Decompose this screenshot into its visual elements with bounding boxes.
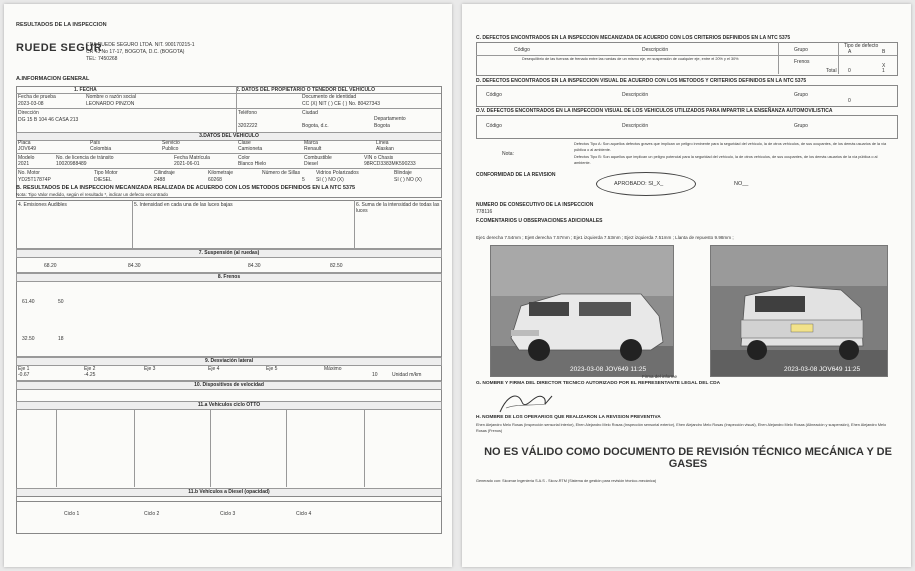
frenos-eficacia: 61.40 xyxy=(22,299,35,305)
susp-val-1: 68.20 xyxy=(44,263,57,269)
c-total-label: Total xyxy=(826,68,837,74)
mechanized-results-table xyxy=(16,200,442,502)
desviacion-header: 9. Desviación lateral xyxy=(16,357,442,366)
front-photo-illustration xyxy=(491,246,673,376)
unidad-label: Unidad m/km xyxy=(392,372,422,378)
gases-diesel-header: 11.b Vehículos a Diesel (opacidad) xyxy=(16,488,442,497)
eje3-label: Eje 3 xyxy=(144,366,156,372)
color-label: Color xyxy=(238,155,250,161)
photo2-timestamp: 2023-03-08 JOV649 11:25 xyxy=(784,366,861,373)
combustible-value: Diesel xyxy=(304,161,318,167)
cilindraje-value: 2488 xyxy=(154,177,166,183)
motor-value: YD25T17874P xyxy=(18,177,51,183)
ciclo1: Ciclo 1 xyxy=(64,511,80,517)
dv-grupo-header: Grupo xyxy=(794,123,808,129)
susp-val-4: 82.50 xyxy=(330,263,343,269)
clase-value: Camioneta xyxy=(238,146,263,152)
d-descripcion-header: Descripción xyxy=(622,92,649,98)
no-aprobado-label: NO__ xyxy=(734,181,749,187)
vin-value: 98RCD3383MK590233 xyxy=(364,161,416,167)
nombre-value: LEONARDO PINZON xyxy=(86,101,135,107)
emisiones-label: 4. Emisiones Audibles xyxy=(18,202,67,208)
fecha-prueba-value: 2023-03-08 xyxy=(18,101,44,107)
telefono-label: Teléfono xyxy=(238,110,257,116)
eje1-value: -0.67 xyxy=(18,372,30,378)
vidrios-label: Vidrios Polarizados xyxy=(316,170,359,176)
tipo-motor-label: Tipo Motor xyxy=(94,170,118,176)
telefono-value: 3202222 xyxy=(238,123,258,129)
max-label: Máximo xyxy=(324,366,342,372)
d-total-a: 0 xyxy=(848,98,851,104)
director-signature xyxy=(496,388,556,418)
c-total-b: 1 xyxy=(882,68,885,74)
c-codigo-header: Código xyxy=(514,47,530,53)
nota-label: Nota: xyxy=(502,151,514,157)
frenos-aux-min: 18 xyxy=(58,336,64,342)
operarios-list: Ehen Alejandro Melo Rosas (Inspección sensorial interior), Ehen Alejandro Melo Rosas (Inspección sensorial exterior), Ehen Alejandro Melo Rosas (Inspección visual), Ehen Alejandro Melo Rosas (Alineación y suspensión), Ehen Alejandro Melo Rosas (Frenos) xyxy=(476,423,887,433)
section-a-heading: A.INFORMACION GENERAL xyxy=(16,76,90,82)
section-d-heading: D. DEFECTOS ENCONTRADOS EN LA INSPECCION VISUAL DE ACUERDO CON LOS METODOS Y CRITERIOS DEFINIDOS EN LA NTC 5375 xyxy=(476,78,807,84)
not-valid-notice: NO ES VÁLIDO COMO DOCUMENTO DE REVISIÓN TÉCNICO MECÁNICA Y DE GASES xyxy=(484,446,892,470)
company-phone: TEL: 7450268 xyxy=(86,56,118,62)
fecha-header: 1. FECHA xyxy=(74,87,97,93)
linea-value: Alaskan xyxy=(376,146,394,152)
vehicle-photo-rear xyxy=(710,245,888,377)
tipo-motor-value: DIESEL xyxy=(94,177,112,183)
vehicle-data-header: 3.DATOS DEL VEHICULO xyxy=(16,132,442,141)
frenos-minimo: 50 xyxy=(58,299,64,305)
aprobado-label: APROBADO: SI_X_ xyxy=(614,181,664,187)
defects-d-table xyxy=(476,85,898,107)
susp-val-3: 84.30 xyxy=(248,263,261,269)
marca-value: Renault xyxy=(304,146,322,152)
documento-value: CC (X) NIT ( ) CE ( ) No. 80427343 xyxy=(302,101,380,107)
cilindraje-label: Cilindraje xyxy=(154,170,175,176)
c-b-header: B xyxy=(882,49,886,55)
consecutivo-label: NUMERO DE CONSECUTIVO DE LA INSPECCION xyxy=(476,202,594,208)
section-h-heading: H. NOMBRE DE LOS OPERARIOS QUE REALIZARON LA REVISION PREVENTIVA xyxy=(476,415,661,420)
c-defect-group: Frenos xyxy=(794,59,810,65)
c-descripcion-header: Descripción xyxy=(642,47,669,53)
blindaje-label: Blindaje xyxy=(394,170,412,176)
cda-logo: RUEDE SEGUR xyxy=(16,42,103,54)
pais-value: Colombia xyxy=(90,146,112,152)
direccion-value: DG 15 B 104 46 CASA 213 xyxy=(18,117,79,123)
combustible-label: Combustible xyxy=(304,155,332,161)
km-label: Kilometraje xyxy=(208,170,234,176)
d-codigo-header: Código xyxy=(486,92,502,98)
c-defect-desc: Desequilibrio de las fuerzas de frenado entre las ruedas de un mismo eje, en suspensión de cualquier eje, entre el 20% y el 30% xyxy=(522,57,739,61)
servicio-label: Servicio xyxy=(162,140,180,146)
section-b-heading: B. RESULTADOS DE LA INSPECCION MECANIZADA REALIZADA DE ACUERDO CON LOS METODOS DEFINIDOS EN LA NTC 5375 xyxy=(16,185,356,191)
section-f-heading: F.COMENTARIOS U OBSERVACIONES ADICIONALES xyxy=(476,218,603,224)
left-document-page xyxy=(4,4,452,567)
documento-label: Documento de identidad xyxy=(302,94,357,100)
vehicle-photo-front xyxy=(490,245,674,377)
footer-generator: Generado con: Sicomar Ingeniería S.A.S - Sicov-RTM (Sistema de gestión para revisión técnico-mecánica) xyxy=(476,479,657,483)
suma-luces-label: 6. Suma de la intensidad de todas las luces xyxy=(356,202,440,214)
sillas-label: Número de Sillas xyxy=(262,170,301,176)
max-value: 10 xyxy=(372,372,378,378)
company-address: CR 43 No 17-17, BOGOTA, D.C. (BOGOTA) xyxy=(86,49,185,55)
direccion-label: Dirección xyxy=(18,110,39,116)
eje2-value: -4.25 xyxy=(84,372,96,378)
nota-tipo-a: Defectos Tipo A: Son aquellos defectos graves que implican un peligro inminente para la seguridad del vehículo, la de otros vehículos, de sus ocupantes, de los demás usuarios de la vía pública o al ambiente. xyxy=(574,142,887,152)
tire-measurements: Eje1 derecha 7.54mm ; Eje8 derecha 7.57mm ; Eje1 izquierda 7.53mm ; Eje2 izquierda 7.51mm ; Llanta de repuesto 9.98mm ; xyxy=(476,235,734,240)
clase-label: Clase xyxy=(238,140,251,146)
section-e-heading: CONFORMIDAD DE LA REVISION xyxy=(476,172,556,178)
fmatricula-label: Fecha Matrícula xyxy=(174,155,210,161)
depto-label: Departamento xyxy=(374,116,406,122)
eje1-label: Eje 1 xyxy=(18,366,30,372)
d-grupo-header: Grupo xyxy=(794,92,808,98)
nota-b: Nota: Tipo Valor medido, según el resultado *, indicar un defecto encontrado xyxy=(16,192,169,197)
eje4-label: Eje 4 xyxy=(208,366,220,372)
color-value: Blanco Hielo xyxy=(238,161,267,167)
frenos-aux: 32.50 xyxy=(22,336,35,342)
motor-label: No. Motor xyxy=(18,170,40,176)
modelo-value: 2021 xyxy=(18,161,30,167)
nota-tipo-b: Defectos Tipo B: Son aquellos que implican un peligro potencial para la seguridad del vehículo, la de otros vehículos, de sus ocupantes, de los demás usuarios de la vía pública o al ambiente. xyxy=(574,155,878,165)
servicio-value: Publico xyxy=(162,146,179,152)
dv-descripcion-header: Descripción xyxy=(622,123,649,129)
fmatricula-value: 2021-06-01 xyxy=(174,161,200,167)
depto-value: Bogota xyxy=(374,123,390,129)
dv-codigo-header: Código xyxy=(486,123,502,129)
luces-label: 5. Intensidad en cada una de las luces bajas xyxy=(134,202,233,208)
firma-label: Firma del informe xyxy=(642,374,678,379)
c-defect-mark: X xyxy=(882,63,886,69)
licencia-label: No. de licencia de tránsito xyxy=(56,155,114,161)
fecha-prueba-label: Fecha de prueba xyxy=(18,94,56,100)
c-total-a: 0 xyxy=(848,68,851,74)
owner-header: 2. DATOS DEL PROPIETARIO O TENEDOR DEL VEHICULO xyxy=(236,87,375,93)
suspension-header: 7. Suspensión (al ruedas) xyxy=(16,249,442,258)
doc-title: RESULTADOS DE LA INSPECCION xyxy=(16,22,107,28)
photo1-timestamp: 2023-03-08 JOV649 11:25 xyxy=(570,366,647,373)
velocimetro-header: 10. Dispositivos de velocidad xyxy=(16,381,442,390)
right-document-page xyxy=(462,4,911,567)
licencia-value: 10020988489 xyxy=(56,161,87,167)
rear-photo-illustration xyxy=(711,246,887,376)
ciudad-value: Bogota, d.c. xyxy=(302,123,329,129)
marca-label: Marca xyxy=(304,140,318,146)
susp-val-2: 84.30 xyxy=(128,263,141,269)
ciclo2: Ciclo 2 xyxy=(144,511,160,517)
eje5-label: Eje 5 xyxy=(266,366,278,372)
sillas-value: 5 xyxy=(302,177,305,183)
section-g-heading: G. NOMBRE Y FIRMA DEL DIRECTOR TECNICO AUTORIZADO POR EL REPRESENTANTE LEGAL DEL CDA xyxy=(476,381,721,386)
ciclo3: Ciclo 3 xyxy=(220,511,236,517)
section-c-heading: C. DEFECTOS ENCONTRADOS EN LA INSPECCION MECANIZADA DE ACUERDO CON LOS CRITERIOS DEFINIDOS EN LA NTC 5375 xyxy=(476,35,791,41)
c-a-header: A xyxy=(848,49,852,55)
vin-label: VIN o Chasis xyxy=(364,155,394,161)
nombre-label: Nombre o razón social xyxy=(86,94,137,100)
frenos-header: 8. Frenos xyxy=(16,273,442,282)
c-tipo-header: Tipo de defecto xyxy=(844,43,879,49)
linea-label: Línea xyxy=(376,140,389,146)
placa-value: JOV649 xyxy=(18,146,37,152)
defects-dv-table xyxy=(476,115,898,139)
modelo-label: Modelo xyxy=(18,155,35,161)
ciclo4: Ciclo 4 xyxy=(296,511,312,517)
consecutivo-value: 778116 xyxy=(476,209,493,215)
ciudad-label: Ciudad xyxy=(302,110,318,116)
section-dv-heading: D.V. DEFECTOS ENCONTRADOS EN LA INSPECCION VISUAL DE LOS VEHICULOS UTILIZADOS PARA IMPARTIR LA ENSEÑANZA AUTOMOVILISTICA xyxy=(476,108,833,114)
eje2-label: Eje 2 xyxy=(84,366,96,372)
blindaje-value: SI ( ) NO (X) xyxy=(394,177,422,183)
company-name: CDA RUEDE SEGURO LTDA. NIT. 900170215-1 xyxy=(86,42,195,48)
placa-label: Placa xyxy=(18,140,31,146)
gases-otto-header: 11.a Vehículos ciclo OTTO xyxy=(16,401,442,410)
vidrios-value: SI ( ) NO (X) xyxy=(316,177,344,183)
km-value: 60268 xyxy=(208,177,222,183)
pais-label: País xyxy=(90,140,101,146)
diesel-table xyxy=(16,496,442,534)
c-grupo-header: Grupo xyxy=(794,47,808,53)
